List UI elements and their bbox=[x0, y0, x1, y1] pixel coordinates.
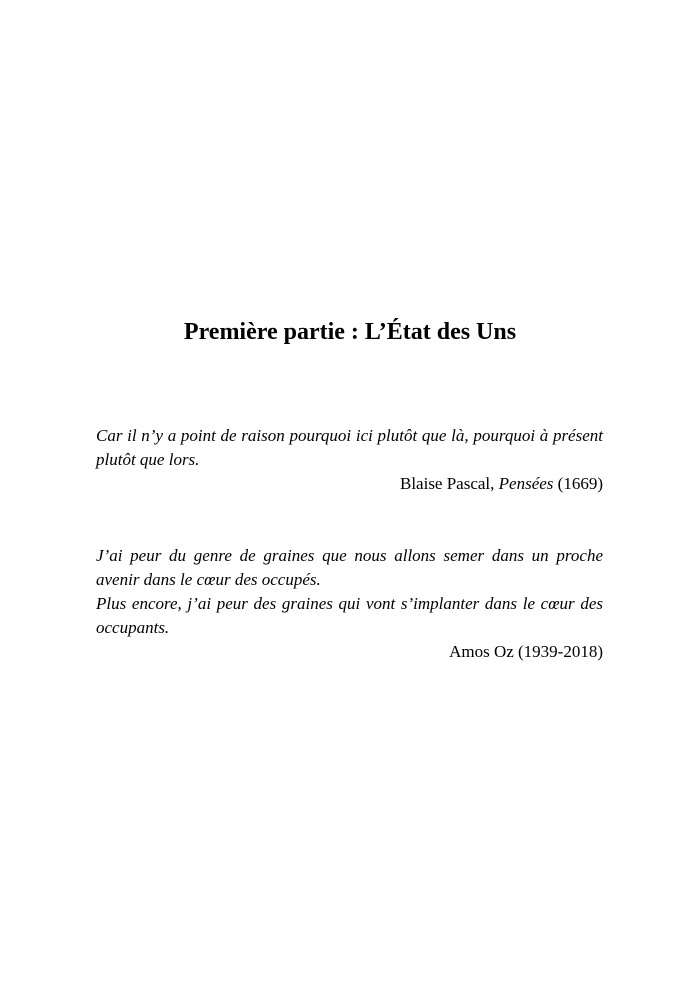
attribution-work: Pensées bbox=[498, 474, 554, 493]
attribution-year: (1669) bbox=[557, 474, 603, 493]
quote-line: Plus encore, j’ai peur des graines qui vont s’implanter dans le cœur des occupants. bbox=[96, 594, 603, 637]
quote-line: J’ai peur du genre de graines que nous allons semer dans un proche avenir dans le cœur des occupés. bbox=[96, 546, 603, 589]
part-title: Première partie : L’État des Uns bbox=[183, 319, 517, 345]
epigraph-quote bbox=[96, 544, 603, 640]
epigraph-amos-oz bbox=[96, 544, 603, 664]
epigraph-pascal bbox=[96, 424, 603, 496]
epigraph-attribution: Amos Oz (1939-2018) bbox=[449, 642, 603, 661]
epigraph-attribution bbox=[96, 472, 603, 496]
attribution-author: Blaise Pascal, bbox=[399, 474, 495, 493]
epigraph-quote: Car il n’y a point de raison pourquoi ici plutôt que là, pourquoi à présent plutôt que lors. bbox=[96, 426, 603, 469]
